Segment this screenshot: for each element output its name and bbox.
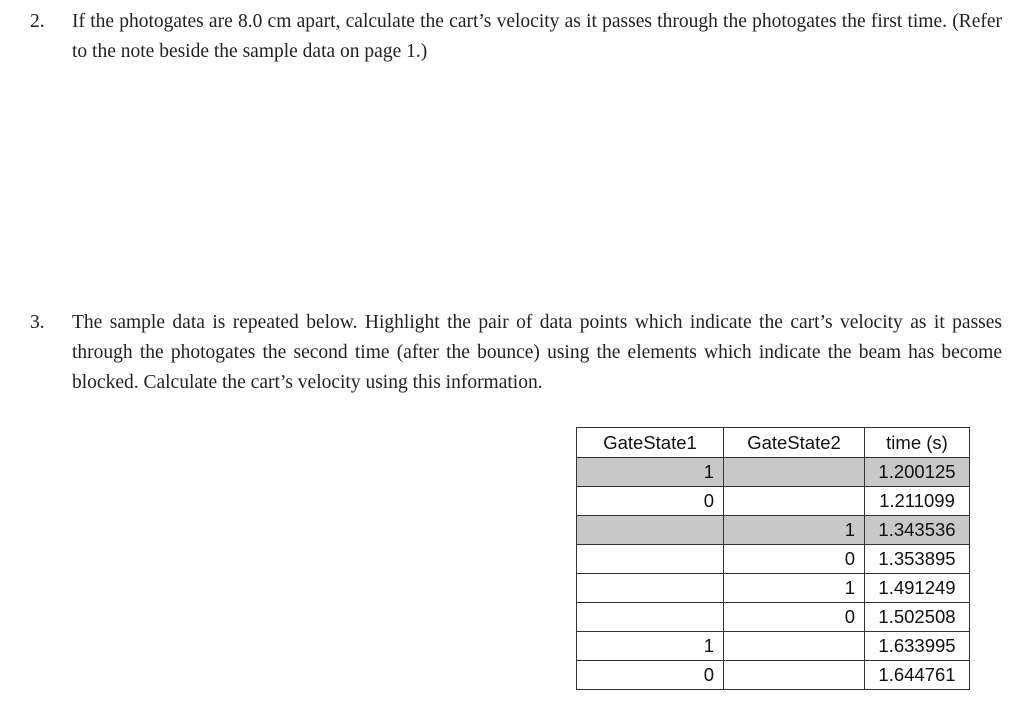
table-row[interactable] — [577, 487, 970, 516]
cell-gatestate1 — [577, 574, 724, 603]
question-text: If the photogates are 8.0 cm apart, calculate the cart’s velocity as it passes through the photogates the first time. (Refer to the note beside the sample data on page 1.) — [72, 11, 1002, 62]
cell-gatestate2 — [724, 661, 865, 690]
question-number: 2. — [30, 11, 45, 32]
cell-gatestate2 — [724, 632, 865, 661]
question-text: The sample data is repeated below. Highlight the pair of data points which indicate the cart’s velocity as it passes through the photogates the second time (after the bounce) using the elements which indicate the beam has become blocked. Calculate the cart’s velocity using this information. — [72, 312, 1002, 393]
header-time: time (s) — [865, 428, 970, 458]
cell-time: 1.491249 — [865, 574, 970, 603]
table-row[interactable] — [577, 661, 970, 690]
cell-gatestate2 — [724, 458, 865, 487]
cell-time: 1.633995 — [865, 632, 970, 661]
table-row[interactable] — [577, 603, 970, 632]
cell-gatestate1: 0 — [577, 487, 724, 516]
cell-gatestate2 — [724, 487, 865, 516]
table-row[interactable] — [577, 545, 970, 574]
cell-gatestate1: 1 — [577, 458, 724, 487]
cell-time: 1.211099 — [865, 487, 970, 516]
header-gatestate1: GateState1 — [577, 428, 724, 458]
cell-gatestate2: 1 — [724, 574, 865, 603]
question-3 — [30, 308, 1002, 398]
cell-time: 1.644761 — [865, 661, 970, 690]
cell-gatestate2: 1 — [724, 516, 865, 545]
question-number: 3. — [30, 312, 45, 333]
cell-gatestate1 — [577, 603, 724, 632]
cell-time: 1.343536 — [865, 516, 970, 545]
cell-gatestate2: 0 — [724, 545, 865, 574]
question-2 — [30, 7, 1002, 67]
cell-time: 1.353895 — [865, 545, 970, 574]
cell-gatestate2: 0 — [724, 603, 865, 632]
cell-gatestate1: 1 — [577, 632, 724, 661]
table-row[interactable] — [577, 632, 970, 661]
header-gatestate2: GateState2 — [724, 428, 865, 458]
cell-gatestate1 — [577, 516, 724, 545]
table-row[interactable] — [577, 574, 970, 603]
table-header-row — [577, 428, 970, 458]
table-row[interactable] — [577, 516, 970, 545]
cell-gatestate1 — [577, 545, 724, 574]
table-row[interactable] — [577, 458, 970, 487]
cell-time: 1.200125 — [865, 458, 970, 487]
cell-gatestate1: 0 — [577, 661, 724, 690]
sample-data-table — [576, 427, 970, 690]
cell-time: 1.502508 — [865, 603, 970, 632]
